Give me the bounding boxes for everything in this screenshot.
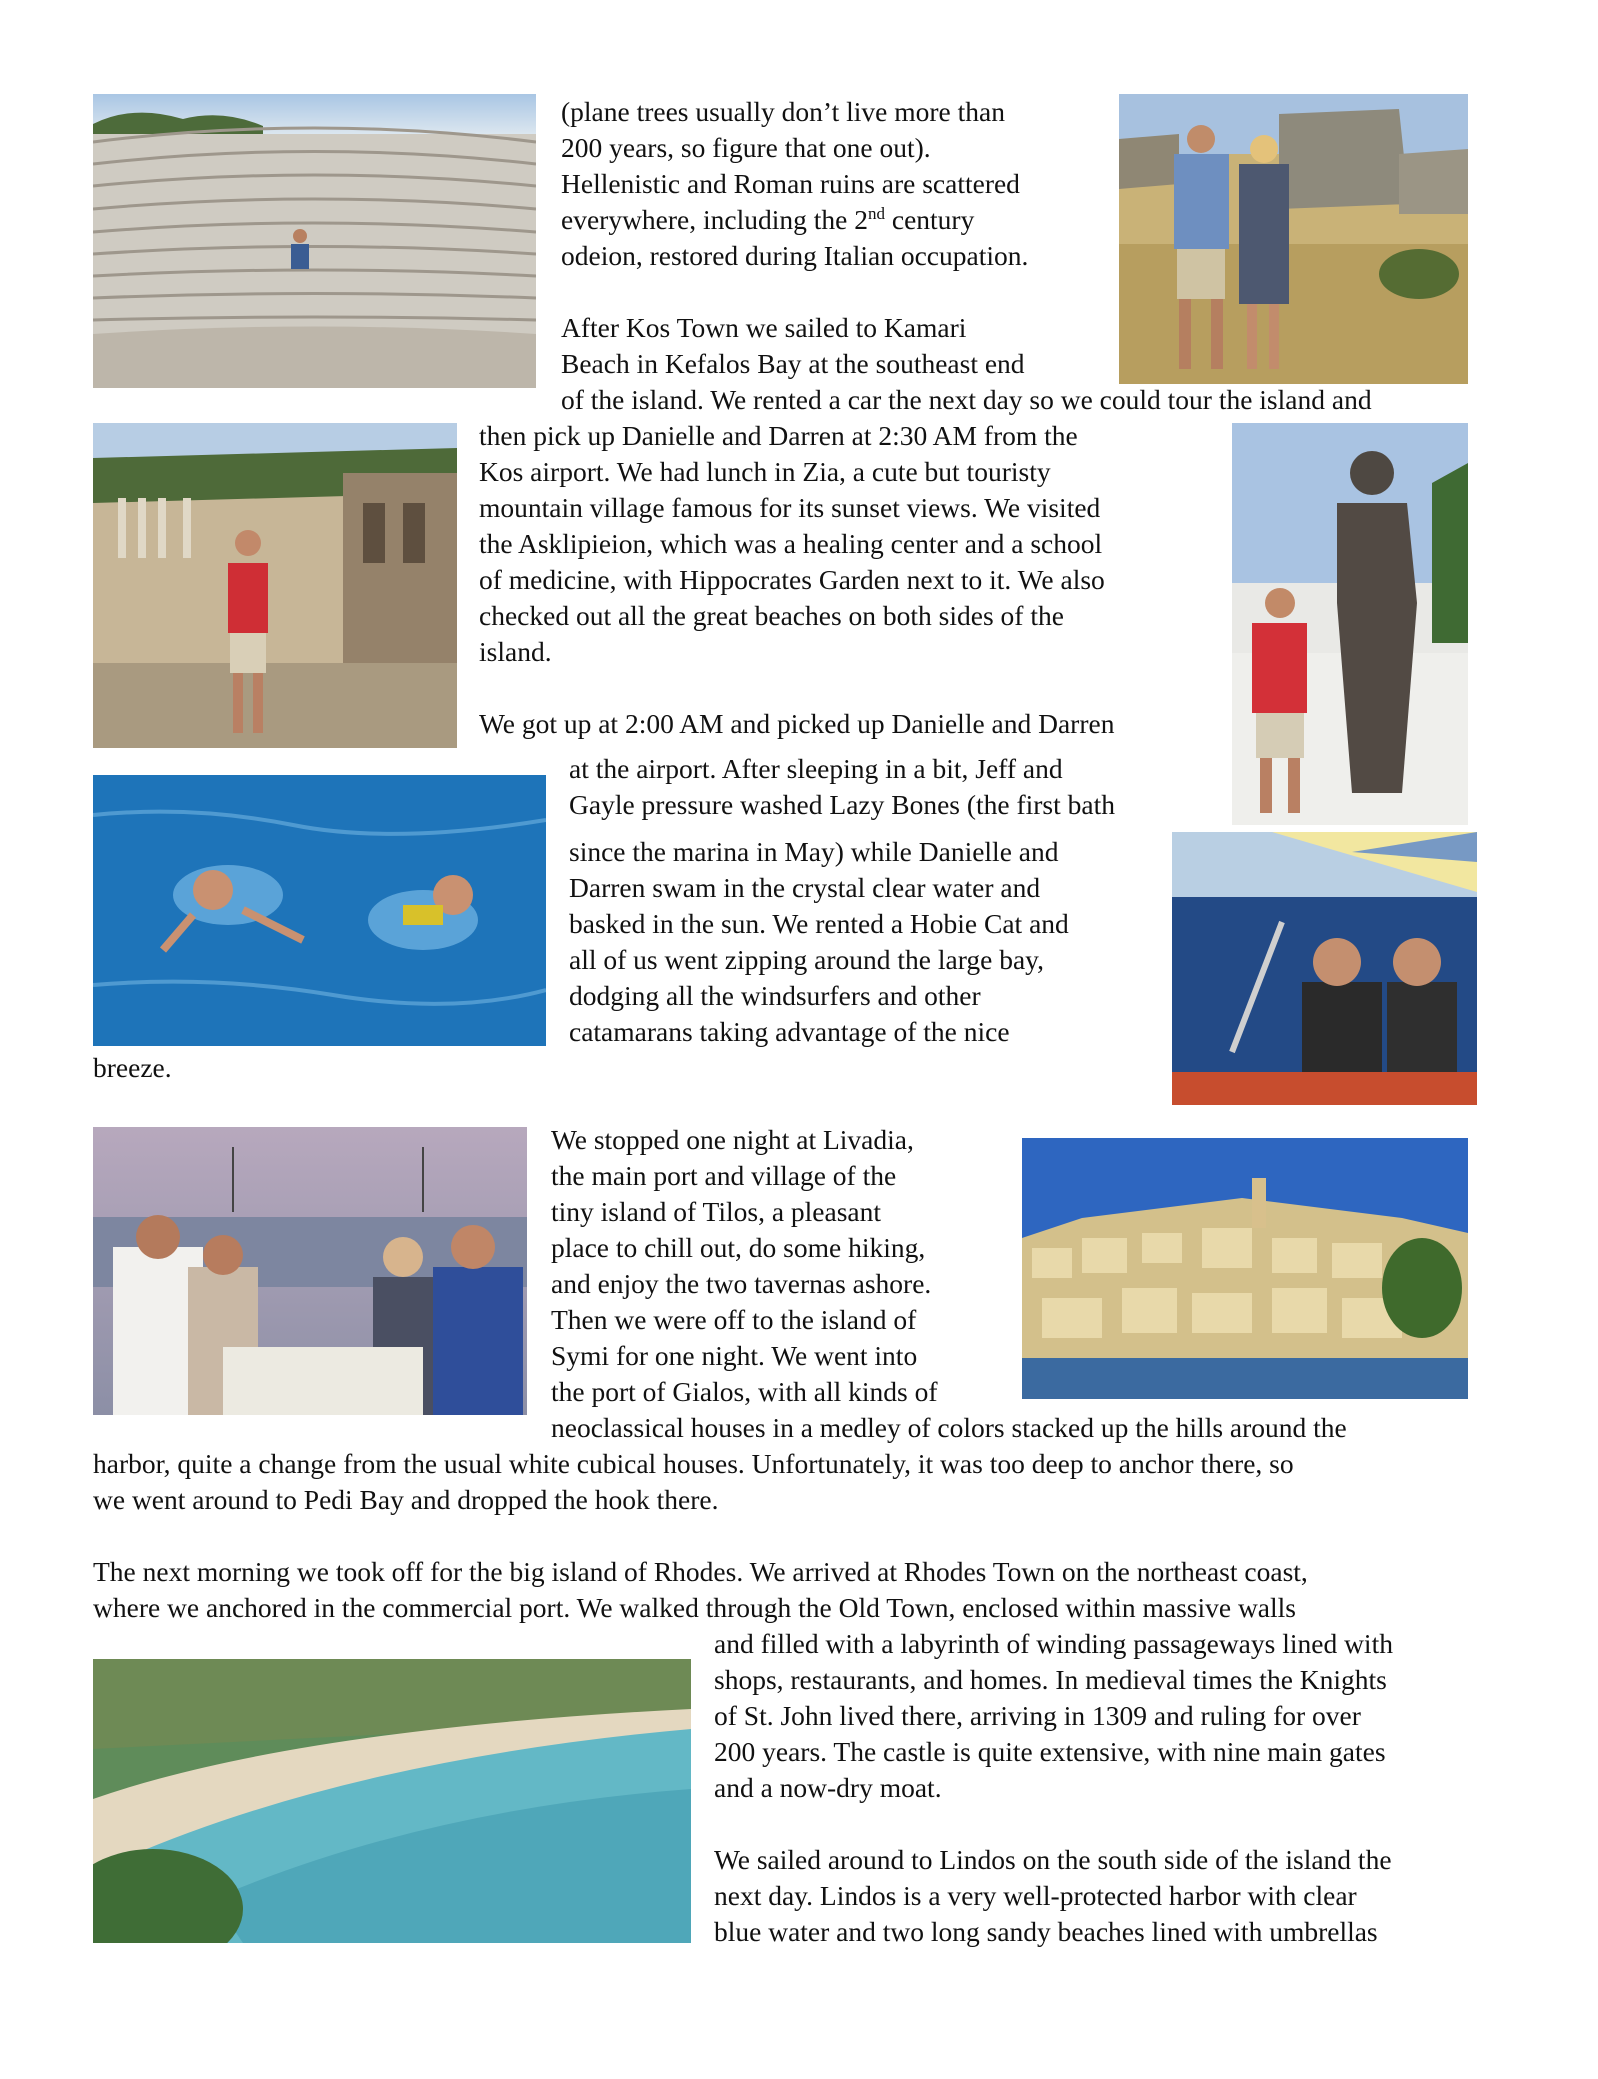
- text-line: and enjoy the two tavernas ashore.: [551, 1268, 932, 1299]
- swimming-photo: [93, 775, 546, 1046]
- text-line: breeze.: [93, 1052, 172, 1083]
- text-span: everywhere, including the 2: [561, 204, 868, 235]
- text-line: checked out all the great beaches on both sides of the: [479, 600, 1064, 631]
- text-line: harbor, quite a change from the usual white cubical houses. Unfortunately, it was too deep to anchor there, so: [93, 1448, 1294, 1479]
- text-line: since the marina in May) while Danielle and: [569, 836, 1059, 867]
- paragraph-5b: [714, 1626, 1393, 1806]
- text-line: next day. Lindos is a very well-protected harbor with clear: [714, 1880, 1357, 1911]
- asklipieion-photo: [93, 423, 457, 748]
- beach-photo: [93, 1659, 691, 1943]
- paragraph-3a: [479, 706, 1114, 742]
- text-line: [561, 202, 1028, 238]
- paragraph-3d: [93, 1050, 172, 1086]
- text-line: We stopped one night at Livadia,: [551, 1124, 914, 1155]
- paragraph-3b: [569, 751, 1115, 823]
- paragraph-4a: [551, 1122, 1347, 1446]
- text-line: all of us went zipping around the large bay,: [569, 944, 1045, 975]
- text-line: catamarans taking advantage of the nice: [569, 1016, 1010, 1047]
- dinner-photo: [93, 1127, 527, 1415]
- paragraph-5a: [93, 1554, 1308, 1626]
- text-line: basked in the sun. We rented a Hobie Cat and: [569, 908, 1069, 939]
- text-line: place to chill out, do some hiking,: [551, 1232, 926, 1263]
- text-line: and filled with a labyrinth of winding passageways lined with: [714, 1628, 1393, 1659]
- text-line: We got up at 2:00 AM and picked up Danielle and Darren: [479, 708, 1115, 739]
- text-line: neoclassical houses in a medley of colors stacked up the hills around the: [551, 1412, 1347, 1443]
- text-line: Hellenistic and Roman ruins are scattered: [561, 168, 1020, 199]
- text-line: After Kos Town we sailed to Kamari: [561, 312, 967, 343]
- paragraph-3c: [569, 834, 1069, 1050]
- text-line: dodging all the windsurfers and other: [569, 980, 981, 1011]
- text-line: Beach in Kefalos Bay at the southeast end: [561, 348, 1025, 379]
- text-line: Gayle pressure washed Lazy Bones (the first bath: [569, 789, 1115, 820]
- hobie-cat-photo: [1172, 832, 1477, 1105]
- text-line: we went around to Pedi Bay and dropped the hook there.: [93, 1484, 719, 1515]
- paragraph-2b: [479, 418, 1105, 670]
- text-line: (plane trees usually don’t live more than: [561, 96, 1005, 127]
- text-line: Darren swam in the crystal clear water and: [569, 872, 1041, 903]
- text-line: mountain village famous for its sunset views. We visited: [479, 492, 1101, 523]
- text-line: The next morning we took off for the big island of Rhodes. We arrived at Rhodes Town on the northeast coast,: [93, 1556, 1308, 1587]
- paragraph-6: [714, 1842, 1392, 1950]
- text-line: of St. John lived there, arriving in 1309 and ruling for over: [714, 1700, 1361, 1731]
- text-line: then pick up Danielle and Darren at 2:30 AM from the: [479, 420, 1078, 451]
- text-line: the Asklipieion, which was a healing center and a school: [479, 528, 1103, 559]
- text-line: the port of Gialos, with all kinds of: [551, 1376, 938, 1407]
- text-line: We sailed around to Lindos on the south side of the island the: [714, 1844, 1392, 1875]
- text-line: the main port and village of the: [551, 1160, 897, 1191]
- paragraph-4b: [93, 1446, 1294, 1518]
- text-line: shops, restaurants, and homes. In medieval times the Knights: [714, 1664, 1387, 1695]
- text-line: of medicine, with Hippocrates Garden next to it. We also: [479, 564, 1105, 595]
- text-line: Then we were off to the island of: [551, 1304, 917, 1335]
- text-span: century: [884, 204, 975, 235]
- text-line: 200 years. The castle is quite extensive, with nine main gates: [714, 1736, 1386, 1767]
- text-line: tiny island of Tilos, a pleasant: [551, 1196, 881, 1227]
- text-line: blue water and two long sandy beaches lined with umbrellas: [714, 1916, 1378, 1947]
- text-line: at the airport. After sleeping in a bit, Jeff and: [569, 753, 1063, 784]
- amphitheater-photo: [93, 94, 536, 388]
- text-line: where we anchored in the commercial port. We walked through the Old Town, enclosed within massive walls: [93, 1592, 1296, 1623]
- text-line: odeion, restored during Italian occupation.: [561, 240, 1029, 271]
- paragraph-2a: [561, 310, 1372, 418]
- paragraph-1: [561, 94, 1028, 274]
- text-line: of the island. We rented a car the next day so we could tour the island and: [561, 384, 1372, 415]
- text-line: Symi for one night. We went into: [551, 1340, 918, 1371]
- text-line: and a now-dry moat.: [714, 1772, 942, 1803]
- superscript: nd: [867, 203, 885, 223]
- text-line: island.: [479, 636, 552, 667]
- statue-photo: [1232, 423, 1468, 825]
- text-line: Kos airport. We had lunch in Zia, a cute but touristy: [479, 456, 1051, 487]
- text-line: 200 years, so figure that one out).: [561, 132, 931, 163]
